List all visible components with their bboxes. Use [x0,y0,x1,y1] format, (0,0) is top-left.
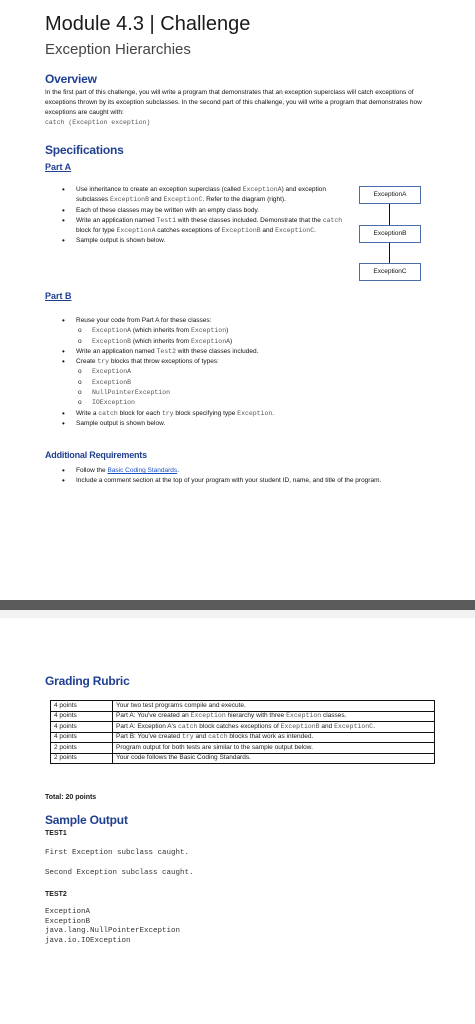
test2-output: ExceptionA ExceptionB java.lang.NullPointerException java.io.IOException [45,908,181,945]
list-item: • Reuse your code from Part A for these classes: [62,316,432,326]
test2-label: TEST2 [45,891,67,898]
list-subitem: o ExceptionA [62,367,432,377]
table-row [51,743,435,754]
basic-coding-standards-link[interactable]: Basic Coding Standards [107,467,178,474]
page-title: Module 4.3 | Challenge [45,13,251,35]
rubric-points: 2 points [51,753,113,764]
list-item: • Use inheritance to create an exception superclass (called ExceptionA) and exception subclasses ExceptionB and ExceptionC. Refer to the diagram (right). [62,185,352,206]
list-item: • Follow the Basic Coding Standards. [62,466,432,476]
table-row [51,722,435,733]
part-b-list [62,316,432,429]
list-subitem: o IOException [62,398,432,408]
list-item: • Create try blocks that throw exceptions of types: [62,357,432,367]
rubric-criterion: Your code follows the Basic Coding Standards. [113,753,435,764]
table-row [51,732,435,743]
overview-paragraph [45,88,430,128]
diagram-connector [389,243,390,263]
grading-rubric-heading: Grading Rubric [45,674,130,688]
test1-label: TEST1 [45,830,67,837]
part-a-heading: Part A [45,162,72,172]
list-item: • Write an application named Test2 with these classes included. [62,347,432,357]
additional-list [62,466,432,487]
rubric-points: 4 points [51,732,113,743]
list-subitem: o ExceptionB (which inherits from ExceptionA) [62,337,432,347]
page-gap [0,610,475,618]
overview-heading: Overview [45,72,97,86]
diagram-box-exception-b: ExceptionB [359,225,421,243]
additional-requirements-heading: Additional Requirements [45,450,147,460]
overview-code: catch (Exception exception) [45,119,151,126]
rubric-criterion: Part B: You've created try and catch blocks that work as intended. [113,732,435,743]
diagram-box-exception-c: ExceptionC [359,263,421,281]
page-separator [0,600,475,610]
overview-text: In the first part of this challenge, you will write a program that demonstrates that an exception superclass will catch exceptions of exceptions thrown by its exception subclasses. In the second part of this challenge, you will write a program that demonstrates how exceptions are caught with: [45,89,422,116]
part-b-heading: Part B [45,291,72,301]
list-item: • Each of these classes may be written with an empty class body. [62,206,352,216]
test1-output-line-1: First Exception subclass caught. [45,849,190,857]
table-row [51,753,435,764]
list-item: • Sample output is shown below. [62,236,352,246]
list-item: • Include a comment section at the top of your program with your student ID, name, and title of the program. [62,476,432,486]
grading-rubric-table [50,700,435,764]
list-subitem: o ExceptionA (which inherits from Exception) [62,326,432,336]
list-item: • Write an application named Test1 with these classes included. Demonstrate that the catch block for type ExceptionA catches exceptions of ExceptionB and ExceptionC. [62,216,352,237]
test1-output-line-2: Second Exception subclass caught. [45,869,194,877]
rubric-points: 4 points [51,722,113,733]
rubric-points: 4 points [51,701,113,712]
sample-output-heading: Sample Output [45,813,128,827]
document-page-2 [0,618,475,1024]
rubric-criterion: Part A: Exception A's catch block catches exceptions of ExceptionB and ExceptionC. [113,722,435,733]
page-subtitle: Exception Hierarchies [45,41,191,58]
diagram-connector [389,204,390,225]
table-row [51,711,435,722]
table-row [51,701,435,712]
rubric-criterion: Your two test programs compile and execute. [113,701,435,712]
rubric-points: 4 points [51,711,113,722]
list-item: • Write a catch block for each try block specifying type Exception. [62,409,432,419]
rubric-criterion: Program output for both tests are similar to the sample output below. [113,743,435,754]
list-subitem: o NullPointerException [62,388,432,398]
part-a-list [62,185,352,247]
specifications-heading: Specifications [45,143,124,157]
rubric-criterion: Part A: You've created an Exception hierarchy with three Exception classes. [113,711,435,722]
total-points: Total: 20 points [45,794,97,801]
rubric-points: 2 points [51,743,113,754]
list-item: • Sample output is shown below. [62,419,432,429]
list-subitem: o ExceptionB [62,378,432,388]
diagram-box-exception-a: ExceptionA [359,186,421,204]
